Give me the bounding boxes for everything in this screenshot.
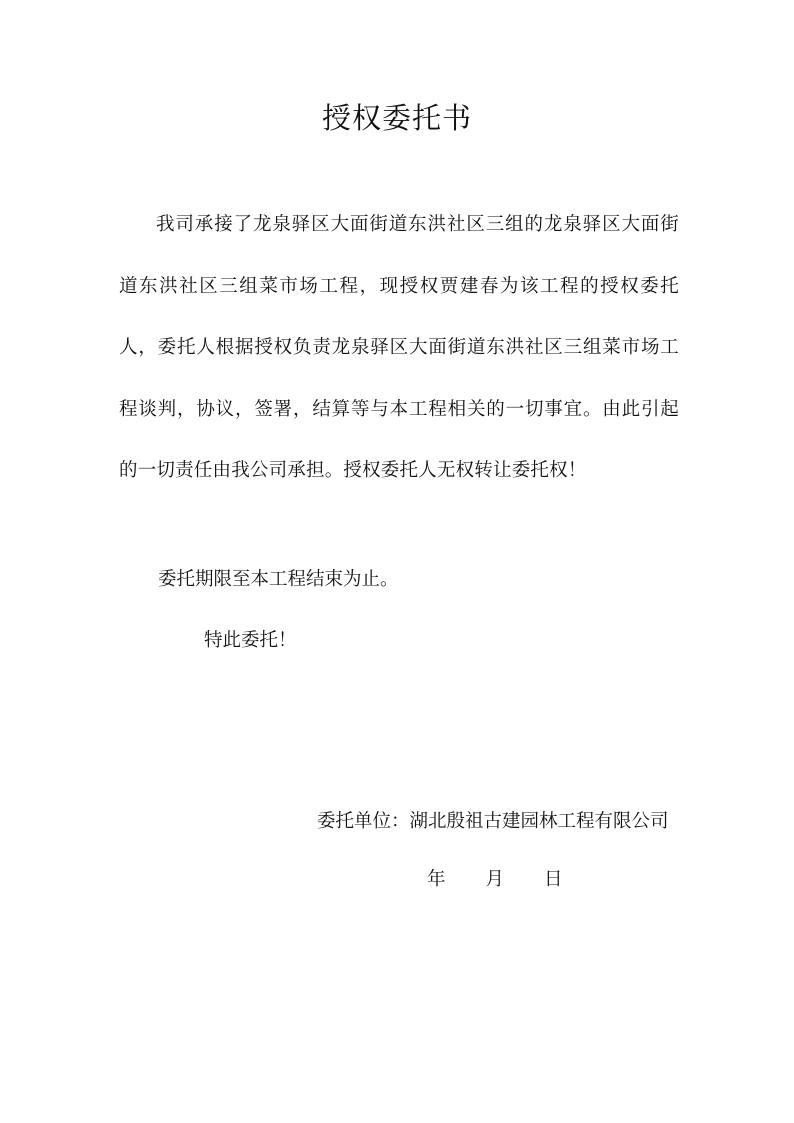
principal-unit: 委托单位：湖北殷祖古建园林工程有限公司 — [317, 811, 669, 832]
month-label: 月 — [485, 869, 505, 890]
date-line — [427, 865, 563, 895]
closing-statement: 特此委托！ — [204, 630, 297, 651]
document-title: 授权委托书 — [321, 101, 472, 135]
day-label: 日 — [544, 869, 563, 890]
year-label: 年 — [427, 869, 446, 890]
authorization-body: 我司承接了龙泉驿区大面街道东洪社区三组的龙泉驿区大面街道东洪社区三组菜市场工程，现授权贾建春为该工程的授权委托人，委托人根据授权负责龙泉驿区大面街道东洪社区三组菜市场工程谈判，协议，签署，结算等与本工程相关的一切事宜。由此引起的一切责任由我公司承担。授权委托人无权转让委托权！ — [119, 214, 679, 481]
authorization-term: 委托期限至本工程结束为止。 — [158, 569, 399, 590]
